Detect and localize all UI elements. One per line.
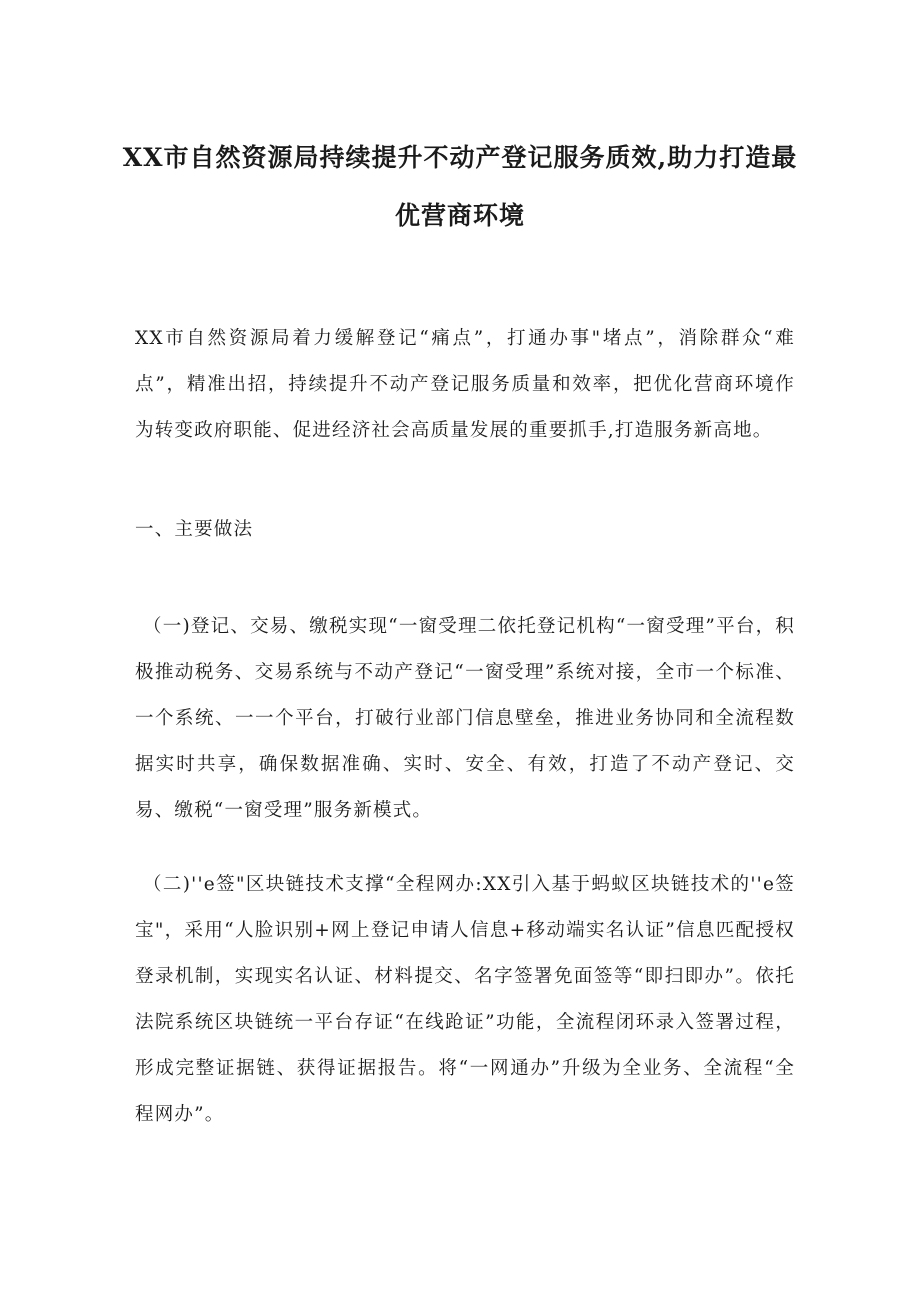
section-heading-main-practices: 一、主要做法 bbox=[135, 519, 254, 540]
document-title bbox=[120, 129, 800, 245]
title-line-2: 优营商环境 bbox=[394, 201, 525, 230]
title-line-1: XX市自然资源局持续提升不动产登记服务质效,助力打造最 bbox=[122, 143, 798, 172]
subsection-one-window-acceptance: （一)登记、交易、缴税实现“一窗受理二依托登记机构“一窗受理”平台，积极推动税务、交易系统与不动产登记“一窗受理”系统对接，全市一个标准、一个系统、一一个平台，打破行业部门信息壁垒，推进业务协同和全流程数据实时共享，确保数据准确、实时、安全、有效，打造了不动产登记、交易、缴税“一窗受理”服务新模式。 bbox=[135, 616, 795, 821]
intro-paragraph: XX市自然资源局着力缓解登记“痛点”，打通办事"堵点”，消除群众“难点”，精准出招，持续提升不动产登记服务质量和效率，把优化营商环境作为转变政府职能、促进经济社会高质量发展的重要抓手,打造服务新高地。 bbox=[135, 328, 795, 441]
subsection-e-sign-blockchain: （二)''e签"区块链技术支撑“全程网办:XX引入基于蚂蚁区块链技术的''e签宝"，采用“人脸识别+网上登记申请人信息+移动端实名认证”信息匹配授权登录机制，实现实名认证、材料提交、名字签署免面签等“即扫即办”。依托法院系统区块链统一平台存证“在线跄证”功能，全流程闭环录入签署过程，形成完整证据链、获得证据报告。将“一网通办”升级为全业务、全流程“全程网办”。 bbox=[135, 874, 795, 1125]
